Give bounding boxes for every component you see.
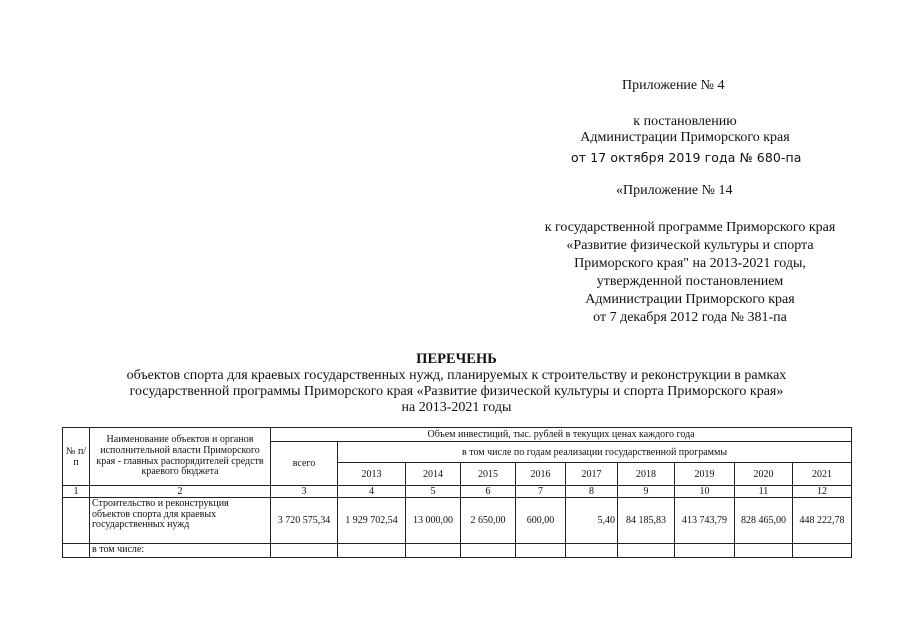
column-number: 2 [90, 486, 271, 498]
year-header: 2021 [793, 463, 852, 486]
col-header-total: всего [271, 442, 338, 486]
year-header: 2015 [461, 463, 516, 486]
column-number: 10 [675, 486, 735, 498]
title-line-2: государственной программы Приморского края «Развитие физической культуры и спорта Приморского края» [129, 384, 784, 399]
column-number: 1 [63, 486, 90, 498]
column-number: 6 [461, 486, 516, 498]
row-value: 2 650,00 [461, 498, 516, 544]
row-no [63, 544, 90, 558]
year-header: 2020 [735, 463, 793, 486]
row-no [63, 498, 90, 544]
row-value [566, 544, 618, 558]
program-ref-line-1: к государственной программе Приморского края [544, 220, 836, 235]
col-header-by-years: в том числе по годам реализации государственной программы [338, 442, 852, 463]
row-value [338, 544, 406, 558]
program-ref-line-4: утвержденной постановлением [596, 274, 784, 289]
resolution-reference [560, 114, 810, 146]
row-value [618, 544, 675, 558]
column-number: 8 [566, 486, 618, 498]
row-total: 3 720 575,34 [271, 498, 338, 544]
program-reference-block [520, 219, 860, 327]
row-total [271, 544, 338, 558]
row-value [406, 544, 461, 558]
col-header-investment: Объем инвестиций, тыс. рублей в текущих ценах каждого года [271, 428, 852, 442]
to-resolution-line: к постановлению [633, 114, 737, 129]
title-line-1: объектов спорта для краевых государственных нужд, планируемых к строительству и реконструкции в рамках [126, 368, 787, 383]
program-appendix-number: «Приложение № 14 [616, 183, 733, 198]
year-header: 2013 [338, 463, 406, 486]
col-header-no: № п/п [63, 428, 90, 486]
program-ref-line-6: от 7 декабря 2012 года № 381-па [593, 310, 787, 325]
row-name: в том числе: [90, 544, 271, 558]
year-header: 2014 [406, 463, 461, 486]
program-ref-line-5: Администрации Приморского края [585, 292, 795, 307]
document-heading: ПЕРЕЧЕНЬ [416, 351, 497, 367]
row-value: 828 465,00 [735, 498, 793, 544]
year-header: 2018 [618, 463, 675, 486]
sports-objects-table [62, 427, 852, 558]
row-value [675, 544, 735, 558]
column-number: 12 [793, 486, 852, 498]
row-name: Строительство и реконструкция объектов спорта для краевых государственных нужд [90, 498, 271, 544]
row-value [516, 544, 566, 558]
year-header: 2016 [516, 463, 566, 486]
table-row [63, 498, 852, 544]
year-header: 2017 [566, 463, 618, 486]
row-value: 1 929 702,54 [338, 498, 406, 544]
header-row-1 [63, 428, 852, 442]
row-value: 5,40 [566, 498, 618, 544]
column-number: 9 [618, 486, 675, 498]
row-value: 448 222,78 [793, 498, 852, 544]
program-ref-line-3: Приморского края" на 2013-2021 годы, [574, 256, 806, 271]
program-ref-line-2: «Развитие физической культуры и спорта [566, 238, 814, 253]
administration-line: Администрации Приморского края [580, 130, 790, 145]
col-header-name: Наименование объектов и органов исполнительной власти Приморского края - главных распорядителей средств краевого бюджета [90, 428, 271, 486]
resolution-date-stamp: от 17 октября 2019 года № 680-па [571, 150, 802, 165]
column-number-row [63, 486, 852, 498]
document-title-block [62, 350, 851, 416]
row-value [793, 544, 852, 558]
column-number: 3 [271, 486, 338, 498]
year-header: 2019 [675, 463, 735, 486]
row-value [461, 544, 516, 558]
row-value: 84 185,83 [618, 498, 675, 544]
row-value: 13 000,00 [406, 498, 461, 544]
row-value: 600,00 [516, 498, 566, 544]
row-value [735, 544, 793, 558]
row-value: 413 743,79 [675, 498, 735, 544]
column-number: 11 [735, 486, 793, 498]
appendix-number: Приложение № 4 [622, 78, 725, 93]
column-number: 5 [406, 486, 461, 498]
column-number: 4 [338, 486, 406, 498]
table-row [63, 544, 852, 558]
column-number: 7 [516, 486, 566, 498]
title-line-3: на 2013-2021 годы [401, 400, 512, 415]
